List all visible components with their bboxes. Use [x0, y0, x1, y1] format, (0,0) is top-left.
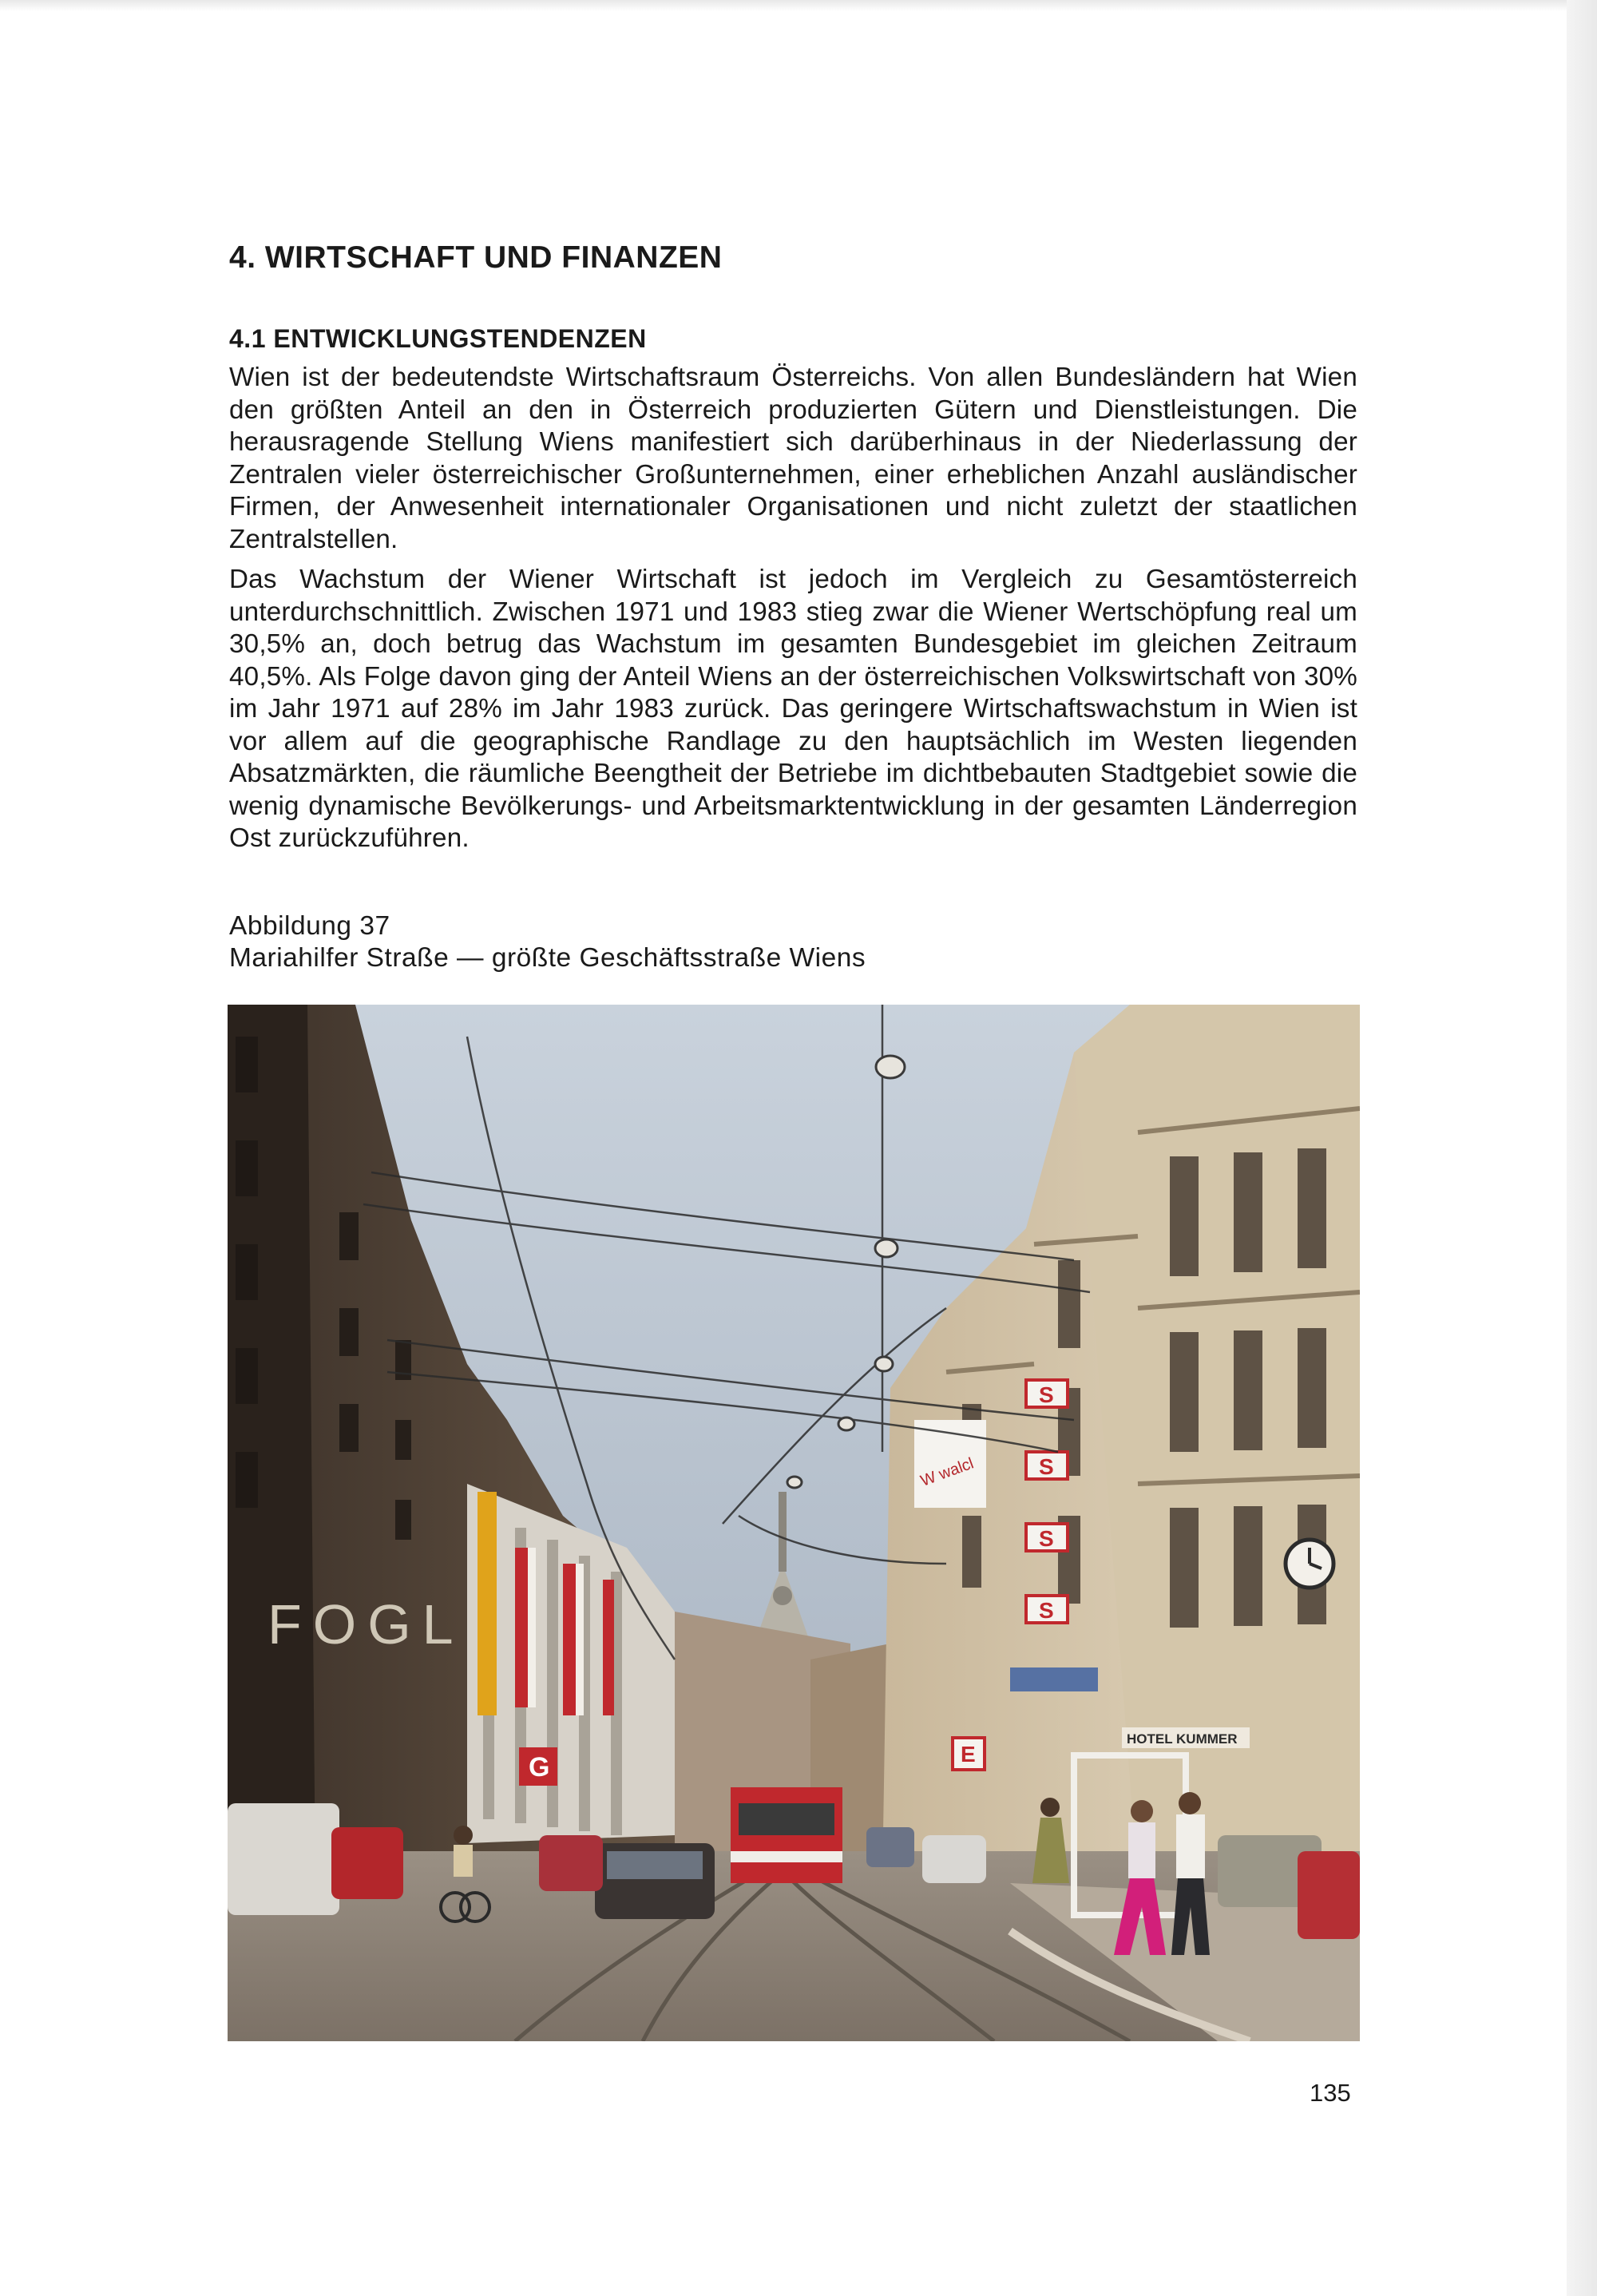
sign-fogl: FOGL: [267, 1593, 465, 1656]
figure-label: Abbildung 37: [229, 911, 390, 941]
svg-text:S: S: [1039, 1526, 1054, 1551]
page-right-edge: [1567, 0, 1597, 2296]
chapter-title: 4. WIRTSCHAFT UND FINANZEN: [229, 240, 723, 275]
street-photo: [228, 1005, 1360, 2041]
svg-text:S: S: [1039, 1382, 1054, 1407]
figure-caption-text: Mariahilfer Straße — größte Geschäftsstraße Wiens: [229, 943, 866, 973]
section-title: 4.1 ENTWICKLUNGSTENDENZEN: [229, 323, 647, 353]
sign-walcl: W walcl: [918, 1454, 977, 1490]
svg-text:E: E: [961, 1742, 976, 1767]
svg-text:S: S: [1039, 1598, 1054, 1623]
tram: [731, 1787, 842, 1883]
svg-text:G: G: [529, 1752, 550, 1782]
svg-text:S: S: [1039, 1454, 1054, 1479]
page-top-edge: [0, 0, 1597, 11]
sign-hotel-kummer: HOTEL KUMMER: [1127, 1731, 1238, 1747]
paragraph-2: Das Wachstum der Wiener Wirtschaft ist jedoch im Vergleich zu Gesamtösterreich unterdurchschnittlich. Zwischen 1971 und 1983 stieg zwar die Wiener Wertschöpfung real um 30,5% an, doch betrug das Wachstum im gesamten Bundesgebiet im gleichen Zeitraum 40,5%. Als Folge davon ging der Anteil Wiens an der österreichischen Volkswirtschaft von 30% im Jahr 1971 auf 28% im Jahr 1983 zurück. Das geringere Wirtschaftswachstum in Wien ist vor allem auf die geographische Randlage zu den hauptsächlich im Westen liegenden Absatzmärkten, die räumliche Beengtheit der Betriebe im dichtbebauten Stadtgebiet sowie die wenig dynamische Bevölkerungs- und Arbeitsmarktentwicklung in der gesamten Länderregion Ost zurückzuführen.: [229, 565, 1357, 854]
text-column: [229, 240, 1357, 855]
figure-caption: [229, 910, 866, 974]
paragraph-1: Wien ist der bedeutendste Wirtschaftsraum Österreichs. Von allen Bundesländern hat Wien den größten Anteil an den in Österreich produzierten Gütern und Dienstleistungen. Die herausragende Stellung Wiens manifestiert sich darüberhinaus in der Niederlassung der Zentralen vieler österreichischer Großunternehmen, einer erheblichen Anzahl ausländischer Firmen, der Anwesenheit internationaler Organisationen und nicht zuletzt der staatlichen Zentralstellen.: [229, 363, 1357, 554]
street-clock: [1286, 1540, 1333, 1588]
page-number: 135: [1310, 2079, 1351, 2107]
